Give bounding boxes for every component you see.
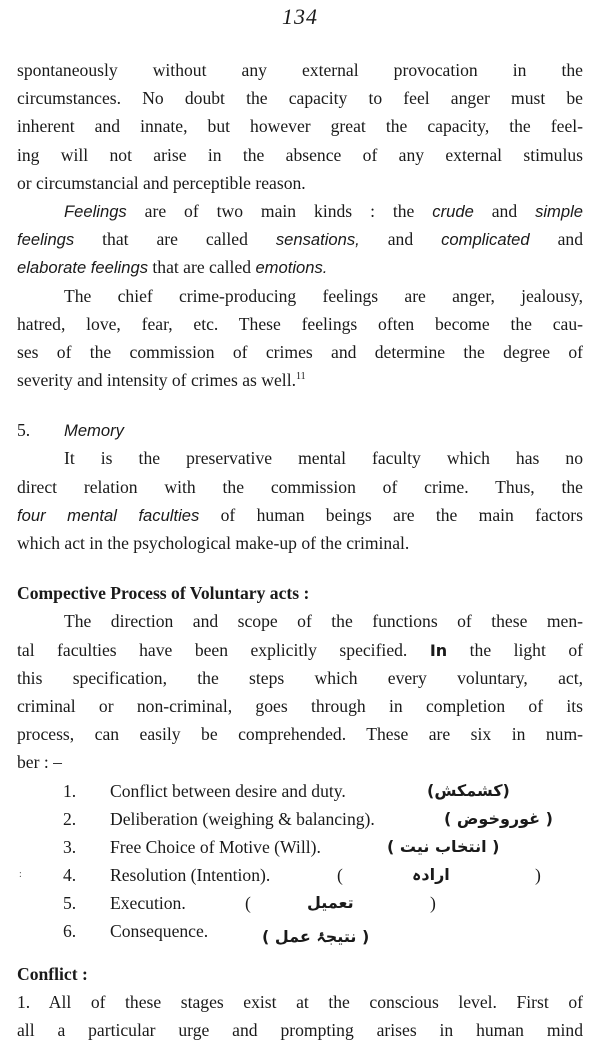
list-item: [17, 805, 583, 833]
footnote-ref: 11: [295, 371, 306, 383]
text-line: The direction and scope of the functions of these men-: [64, 611, 583, 632]
text-span: are of two main kinds : the: [126, 200, 433, 221]
text-span: severity and intensity of crimes as well.: [17, 370, 296, 391]
text-line: or circumstancial and perceptible reason.: [17, 172, 306, 193]
urdu-annotation: تعمیل: [307, 893, 354, 913]
text-line: criminal or non-criminal, goes through in completion of its: [17, 695, 583, 716]
steps-list: [17, 777, 583, 946]
paren-close: ): [535, 865, 541, 886]
step-number: 3.: [63, 836, 77, 857]
text-span: and: [473, 200, 536, 221]
step-number: 2.: [63, 808, 77, 829]
step-text: Execution.: [110, 893, 186, 914]
italic-term: sensations,: [275, 230, 360, 250]
step-number: 1.: [63, 780, 77, 801]
text-line: [17, 225, 583, 253]
text-line: [17, 253, 583, 281]
italic-term: elaborate feelings: [17, 258, 148, 278]
step-text: Consequence.: [110, 921, 209, 942]
page-number: 134: [282, 4, 318, 29]
list-item: [17, 889, 583, 917]
paren-open: (: [337, 865, 343, 886]
text-span: that are called: [148, 257, 256, 278]
step-text: Resolution (Intention).: [110, 865, 271, 886]
text-line: ing will not arise in the absence of any external stimulus: [17, 144, 583, 165]
section-title: Memory: [64, 421, 124, 441]
text-span: the light of: [447, 639, 583, 660]
text-line: which act in the psychological make-up of the criminal.: [17, 533, 410, 553]
italic-term: Feelings: [64, 201, 127, 221]
text-line: [17, 501, 583, 529]
text-line: all a particular urge and prompting arises in human mind: [17, 1020, 583, 1040]
step-text: Conflict between desire and duty.: [110, 780, 346, 801]
text-line: inherent and innate, but however great the capacity, the feel-: [17, 116, 583, 137]
text-line: ses of the commission of crimes and determine the degree of: [17, 341, 583, 362]
text-line: hatred, love, fear, etc. These feelings often become the cau-: [17, 313, 583, 334]
text-line: [17, 366, 583, 394]
step-text: Deliberation (weighing & balancing).: [110, 808, 375, 829]
subheading: Compective Process of Voluntary acts :: [17, 583, 310, 604]
italic-term: emotions.: [255, 258, 328, 278]
italic-term: four mental faculties: [17, 505, 200, 525]
text-span: and: [359, 229, 442, 250]
text-line: [17, 197, 583, 225]
list-item: [17, 777, 583, 805]
paren-open: (: [245, 893, 251, 914]
text-line: The chief crime-producing feelings are anger, jealousy,: [64, 285, 583, 306]
step-text: Free Choice of Motive (Will).: [110, 836, 321, 857]
text-line: circumstances. No doubt the capacity to feel anger must be: [17, 88, 583, 109]
italic-term: complicated: [441, 230, 530, 250]
urdu-annotation: ( غوروخوض ): [444, 808, 553, 828]
text-line: process, can easily be comprehended. These are six in num-: [17, 724, 583, 745]
section-number: 5.: [17, 420, 31, 441]
step-number: 6.: [63, 921, 77, 942]
step-number: 5.: [63, 893, 77, 914]
text-line: [17, 636, 583, 664]
page-body: [17, 56, 583, 1044]
italic-term: crude: [432, 201, 474, 221]
paren-close: ): [430, 893, 436, 914]
text-line: this specification, the steps which every voluntary, act,: [17, 667, 583, 688]
section-heading: [17, 416, 583, 444]
handwritten-mark: In: [429, 640, 448, 660]
text-span: and: [529, 229, 583, 250]
urdu-annotation: (کشمکش): [427, 780, 510, 800]
subheading: Conflict :: [17, 963, 88, 984]
text-line: ber : –: [17, 752, 62, 773]
text-span: that are called: [74, 229, 276, 250]
list-item: [17, 917, 583, 945]
italic-term: simple: [535, 201, 584, 221]
text-line: direct relation with the commission of crime. Thus, the: [17, 476, 583, 497]
italic-term: feelings: [17, 230, 75, 250]
text-line: 1. All of these stages exist at the conscious level. First of: [17, 991, 583, 1012]
text-line: It is the preservative mental faculty which has no: [64, 448, 583, 469]
urdu-annotation: ( نتیجۂ عمل ): [262, 927, 370, 947]
text-line: spontaneously without any external provocation in the: [17, 60, 583, 80]
urdu-annotation: ( انتخاب نیت ): [387, 836, 500, 856]
text-span: tal faculties have been explicitly specified.: [17, 639, 408, 660]
step-number: 4.: [63, 865, 77, 886]
margin-mark: :: [19, 869, 22, 881]
list-item: [17, 861, 583, 889]
list-item: [17, 833, 583, 861]
text-span: of human beings are the main factors: [199, 504, 584, 525]
urdu-annotation: ارادہ: [412, 865, 450, 885]
